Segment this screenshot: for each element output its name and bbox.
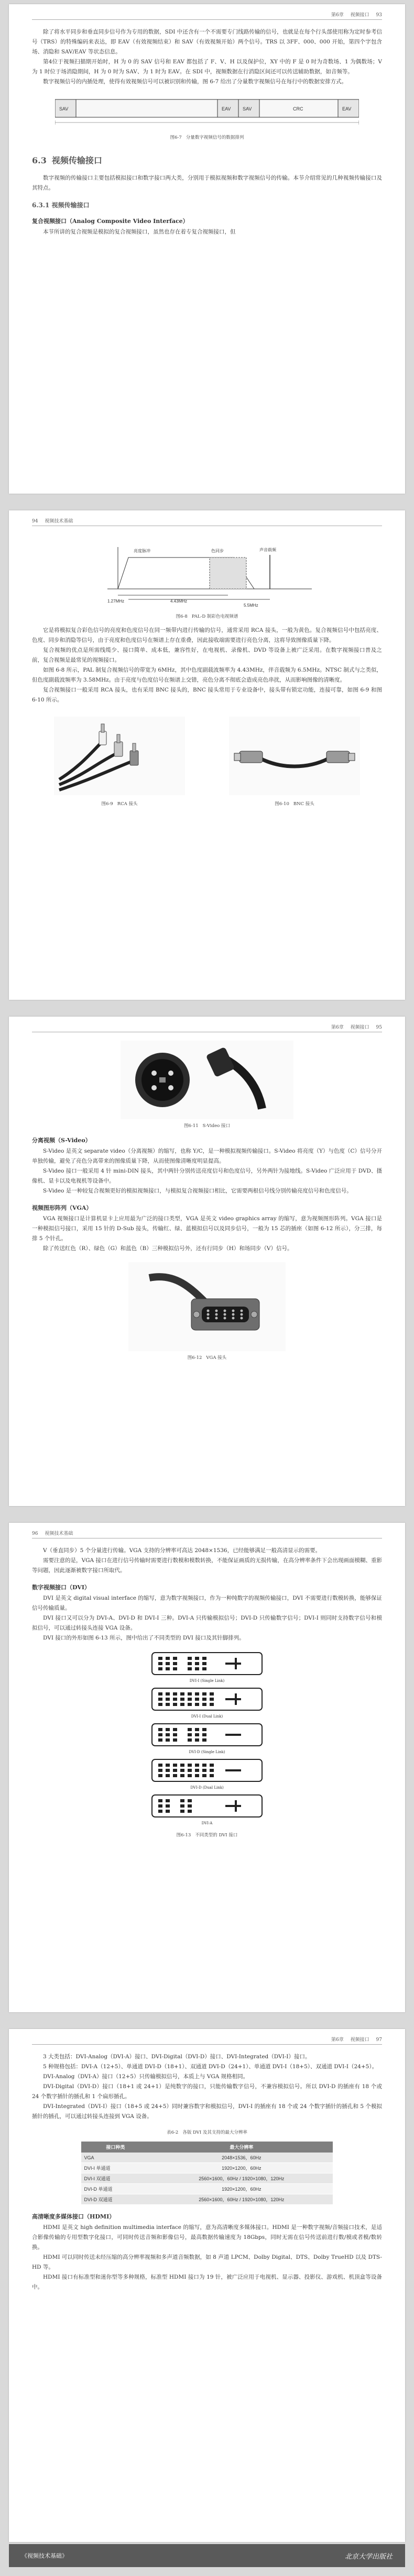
- header-page-number: 96: [32, 1531, 38, 1536]
- figure-number: 图6-10: [275, 801, 289, 807]
- subsection-title: 视频传输接口: [51, 202, 90, 209]
- figure-caption: [32, 1354, 382, 1361]
- body-paragraph: 如图 6-8 所示，PAL 制复合视频信号的带宽为 6MHz，其中色度副载波频率为 4.43MHz，伴音载频为 6.5MHz。NTSC 制式与之类似，但色度副载波频率为 3.58MHz。由于亮度与色度信号在频谱上交错，亮色分离不彻底会造成亮色串扰，从而影响图像的清晰度。: [32, 667, 382, 683]
- dvi-d-dual-image: [147, 1757, 267, 1791]
- header-book-title: 视频技术基础: [45, 1531, 73, 1536]
- header-title: 视频接口: [350, 1025, 369, 1030]
- book-footer-bar: [9, 2544, 405, 2567]
- header-chapter: 第6章: [331, 2037, 344, 2043]
- body-paragraph: DVI 是英文 digital visual interface 的缩写，意为数字视频接口，作为一种纯数字的视频传输接口，DVI 不需要进行数模转换，能够保证信号传输质量。: [32, 1595, 382, 1611]
- wave-label-luma: 亮度脉冲: [134, 549, 150, 553]
- fig-label-sav: SAV: [59, 106, 69, 111]
- page-header: [32, 4, 382, 20]
- wave-time-3: 5.5MHz: [244, 603, 258, 608]
- table-caption-text: 各版 DVI 及其支持的最大分辨率: [182, 2130, 247, 2135]
- figure-caption: [32, 1122, 382, 1129]
- body-paragraph: 第4位于视频扫描期开始时，H 为 0 的 SAV 信号和 EAV 都包括了 F、V、H 以及保护位，XY 中的 F 是 0 时为奇数场、1 为偶数场；V 为 1 时位于场消隐期间，H 为 0 时为 SAV、为 1 时为 EAV。在 SDI 中，视频数据在行消隐区间还可以传送辅助数据，如音频等。: [32, 59, 382, 75]
- table-header-cell: 接口种类: [81, 2142, 150, 2153]
- header-book-title: 视频技术基础: [45, 519, 73, 524]
- figure-caption-text: RCA 接头: [117, 801, 138, 807]
- header-chapter: 第6章: [331, 13, 344, 18]
- wave-label-burst: 色同步: [211, 549, 224, 553]
- body-paragraph: DVI 接口的外形如图 6-13 所示，图中给出了不同类型的 DVI 接口及其针脚排列。: [43, 1635, 245, 1641]
- svideo-connector-image: [121, 1041, 293, 1119]
- body-paragraph: HDMI 是英文 high definition multimedia interface 的缩写，意为高清晰度多媒体接口。HDMI 是一种数字视频/音频接口技术，是适合影像传输的专用型数字化接口，可同时传送音频和影像信号，最高数据传输速度为 18Gbps，同时无需在信号传送前进行数/模或者模/数转换。: [32, 2224, 382, 2250]
- header-title: 视频接口: [350, 13, 369, 18]
- figure-caption-text: 不同类型的 DVI 接口: [195, 1833, 238, 1838]
- table-number: 表6-2: [167, 2130, 179, 2135]
- body-paragraph: 除了将水平同步和垂直同步信号作为专用的数据，SDI 中还含有一个不需要专门线路传输的信号，也就是在每个行头部使用称为定时参考信号（TRS）的特殊编码来表达，即 EAV（有效视频结束）和 SAV（有效视频开始）两个信号。TRS 以 3FF、000、000 开始，第四个字包含场、消隐和 SAV/EAV 等状态信息。: [32, 29, 382, 55]
- dvi-d-single-image: [147, 1722, 267, 1755]
- body-paragraph: 本节所讲的复合视频是模拟的复合视频接口，虽然也存在着专复合视频接口，但: [43, 229, 236, 235]
- sdi-data-figure: [55, 94, 359, 131]
- vga-connector-image: [128, 1262, 286, 1351]
- dvi-i-dual-image: [147, 1686, 267, 1720]
- figure-caption: [229, 800, 360, 807]
- table-caption: [32, 2129, 382, 2135]
- table-cell: DVI-D 单通道: [81, 2184, 150, 2194]
- figure-number: 图6-8: [176, 614, 188, 619]
- table-cell: 2560×1600，60Hz / 1920×1080，120Hz: [150, 2173, 333, 2184]
- figure-number: 图6-11: [184, 1123, 199, 1129]
- figure-caption: [32, 134, 382, 140]
- table-header-cell: 最大分辨率: [150, 2142, 333, 2153]
- page-header: [32, 510, 382, 526]
- header-page-number: 94: [32, 519, 38, 524]
- rca-connector-image: [54, 717, 185, 795]
- body-paragraph: S-Video 接口一般采用 4 针 mini-DIN 接头，其中两针分别传送亮度信号和色度信号，另外两针为接地线。S-Video 广泛应用于 DVD、摄像机、显卡以及电视机等设备中。: [32, 1168, 382, 1184]
- topic-heading: 复合视频接口（Analog Composite Video Interface）: [32, 218, 189, 225]
- fig-label-crc: CRC: [293, 106, 303, 111]
- figure-caption-text: PAL-D 制彩色电视频谱: [191, 614, 238, 619]
- table-cell: 1920×1200，60Hz: [150, 2184, 333, 2194]
- body-paragraph: 复合视频接口一般采用 RCA 接头，也有采用 BNC 接头的，BNC 接头常用于专业设备中，接头带有锁定功能，连接可靠，如图 6-9 和图 6-10 所示。: [32, 687, 382, 703]
- header-title: 视频接口: [350, 2037, 369, 2043]
- header-page-number: 95: [376, 1025, 382, 1030]
- fig-label-eav2: EAV: [342, 106, 352, 111]
- bnc-connector-image: [229, 717, 360, 795]
- body-paragraph: 数字视频信号的内插处理，使得有效视频信号可以被识别和传输，图 6-7 给出了分量数字视频信号在每行中的数据安排方式。: [43, 79, 347, 85]
- footer-book-title: 《视频技术基础》: [21, 2552, 68, 2559]
- section-heading: [32, 154, 382, 166]
- figure-caption: [32, 1832, 382, 1838]
- table-cell: DVI-I 双通道: [81, 2173, 150, 2184]
- figure-number: 图6-13: [176, 1833, 191, 1838]
- wave-time-1: 1.27MHz: [107, 599, 125, 604]
- figure-caption-text: S-Video 接口: [202, 1123, 230, 1129]
- body-paragraph: 3 大类包括：DVI-Analog（DVI-A）接口、DVI-Digital（DVI-D）接口、DVI-Integrated（DVI-I）接口。: [43, 2054, 311, 2060]
- fig-label-sav2: SAV: [243, 106, 252, 111]
- page-97: [9, 2029, 405, 2542]
- figure-caption: [54, 800, 185, 807]
- body-paragraph: 除了传送红色（R）、绿色（G）和蓝色（B）三种模拟信号外，还有行同步（H）和场同步（V）信号。: [43, 1245, 293, 1252]
- section-title: 视频传输接口: [51, 155, 102, 165]
- fig-label-eav: EAV: [222, 106, 231, 111]
- wave-time-2: 4.43MHz: [170, 599, 188, 604]
- body-paragraph: HDMI 接口有标准型和迷你型等多种规格，标准型 HDMI 接口为 19 针，被广泛应用于电视机、显示器、投影仪、游戏机、机顶盒等设备中。: [32, 2274, 382, 2290]
- table-row: [81, 2184, 333, 2194]
- body-paragraph: 它是将模拟复合彩色信号的亮度和色度信号在同一频带内进行传输的信号，通常采用 RCA 接头，一般为黄色。复合视频信号中包括亮度、色度、同步和消隐等信号，由于亮度和色度信号在频谱上存在重叠，因此接收端需要进行亮色分离，这将导致图像质量下降。: [32, 627, 382, 643]
- dvi-figure: [147, 1651, 267, 1828]
- pal-spectrum-figure: [97, 537, 317, 610]
- page-header: [32, 1017, 382, 1032]
- body-paragraph: DVI 接口又可以分为 DVI-A、DVI-D 和 DVI-I 三种。DVI-A 只传输模拟信号；DVI-D 只传输数字信号；DVI-I 则同时支持数字信号和模拟信号，可以通过转接头连接 VGA 设备。: [32, 1615, 382, 1631]
- footer-publisher: 北京大学出版社: [344, 2552, 393, 2561]
- topic-heading: 数字视频接口（DVI）: [32, 1584, 91, 1591]
- figure-number: 图6-12: [187, 1355, 202, 1361]
- body-paragraph: 5 种规格包括：DVI-A（12+5）、单通道 DVI-D（18+1）、双通道 DVI-D（24+1）、单通道 DVI-I（18+5）、双通道 DVI-I（24+5）。: [43, 2064, 378, 2070]
- table-row: [81, 2194, 333, 2205]
- page-96: [9, 1523, 405, 2012]
- dvi-resolution-table: [81, 2142, 333, 2205]
- wave-label-audio: 声音载频: [259, 548, 276, 552]
- topic-heading: 高清晰度多媒体接口（HDMI）: [32, 2213, 115, 2220]
- dvi-a-image: [147, 1793, 267, 1826]
- table-cell: DVI-I 单通道: [81, 2163, 150, 2173]
- table-cell: DVI-D 双通道: [81, 2194, 150, 2205]
- body-paragraph: 复合视频的优点是所需线缆少、接口简单、成本低，兼容性好，在电视机、录像机、DVD 等设备上被广泛采用。在数字视频接口普及之前，复合视频是最常见的视频接口。: [32, 647, 382, 663]
- page-95: [9, 1017, 405, 1506]
- page-93: [9, 4, 405, 494]
- header-chapter: 第6章: [331, 1025, 344, 1030]
- table-cell: 1920×1200，60Hz: [150, 2163, 333, 2173]
- topic-heading: 分离视频（S-Video）: [32, 1137, 91, 1144]
- body-paragraph: DVI-Analog（DVI-A）接口（12+5）只传输模拟信号，本质上与 VGA 规格相同。: [43, 2073, 249, 2080]
- page-header: [32, 1523, 382, 1538]
- dvi-label: DVI-D (Dual Link): [190, 1786, 224, 1790]
- body-paragraph: 需要注意的是，VGA 接口在进行信号传输时需要进行数模和模数转换，不能保证画质的无损传输，在高分辨率条件下会出现画面模糊、重影等问题，因此逐渐被数字接口所取代。: [32, 1557, 382, 1574]
- dvi-label: DVI-A: [201, 1821, 213, 1825]
- figure-caption-text: BNC 接头: [293, 801, 314, 807]
- dvi-label: DVI-D (Single Link): [189, 1750, 225, 1754]
- table-cell: VGA: [81, 2153, 150, 2163]
- dvi-i-single-image: [147, 1651, 267, 1684]
- body-paragraph: S-Video 是英文 separate video（分离视频）的缩写，也称 Y/C，是一种模拟视频传输接口。S-Video 将亮度（Y）与色度（C）信号分开单独传输，避免了亮色分离带来的图像质量下降，从而使图像清晰度明显提高。: [32, 1148, 382, 1164]
- subsection-number: 6.3.1: [32, 202, 50, 209]
- header-page-number: 93: [376, 13, 382, 18]
- page-header: [32, 2029, 382, 2045]
- body-paragraph: 数字视频的传输接口主要包括模拟接口和数字接口两大类，分别用于模拟视频和数字视频信号的传输。本节介绍常见的几种视频传输接口及其特点。: [32, 175, 382, 191]
- table-header-row: [81, 2142, 333, 2153]
- header-page-number: 97: [376, 2037, 382, 2043]
- topic-heading: 视频图形阵列（VGA）: [32, 1205, 92, 1211]
- body-paragraph: VGA 视频接口是计算机显卡上应用最为广泛的接口类型，VGA 是英文 video graphics array 的缩写，意为视频图形阵列。VGA 接口是一种模拟信号接口，采用 15 针的 D-Sub 接头，传输红、绿、蓝模拟信号以及同步信号，一般为 15 芯的插座（如图 6-12 所示），分三排，每排 5 个针孔。: [32, 1215, 382, 1242]
- dvi-label: DVI-I (Single Link): [189, 1679, 225, 1683]
- body-paragraph: DVI-Digital（DVI-D）接口（18+1 或 24+1）是纯数字的接口，只能传输数字信号，不兼容模拟信号。所以 DVI-D 的插座有 18 个或 24 个数字插针的插孔和 1 个扁形插孔。: [32, 2083, 382, 2100]
- subsection-heading: [32, 200, 382, 209]
- figure-caption: [32, 613, 382, 619]
- table-row: [81, 2163, 333, 2173]
- dvi-label: DVI-I (Dual Link): [191, 1714, 223, 1719]
- body-paragraph: V（垂直同步）5 个分量进行传输。VGA 支持的分辨率可高达 2048×1536，已经能够满足一般高清显示的需要。: [43, 1547, 321, 1554]
- body-paragraph: S-Video 是一种较复合视频更好的模拟视频接口，与模拟复合视频接口相比，它需要两根信号线分别传输亮度信号和色度信号。: [43, 1188, 352, 1194]
- table-cell: 2560×1600，60Hz / 1920×1080，120Hz: [150, 2194, 333, 2205]
- table-row: [81, 2173, 333, 2184]
- figure-number: 图6-9: [101, 801, 113, 807]
- body-paragraph: HDMI 可以同时传送未经压缩的高分辨率视频和多声道音频数据，如 8 声道 LPCM、Dolby Digital、DTS、Dolby TrueHD 以及 DTS-HD 等。: [32, 2254, 382, 2270]
- table-cell: 2048×1536，60Hz: [150, 2153, 333, 2163]
- figure-caption-text: 分量数字视频信号的数据排列: [186, 135, 244, 140]
- table-row: [81, 2153, 333, 2163]
- section-number: 6.3: [32, 155, 47, 165]
- figure-number: 图6-7: [170, 135, 182, 140]
- page-94: [9, 510, 405, 1000]
- body-paragraph: DVI-Integrated（DVI-I）接口（18+5 或 24+5）同时兼容数字和模拟信号，DVI-I 的插座有 18 个或 24 个数字插针的插孔和 5 个模拟插针的插孔，可以通过转接头连接到 VGA 设备。: [32, 2103, 382, 2120]
- figure-caption-text: VGA 接头: [206, 1355, 227, 1361]
